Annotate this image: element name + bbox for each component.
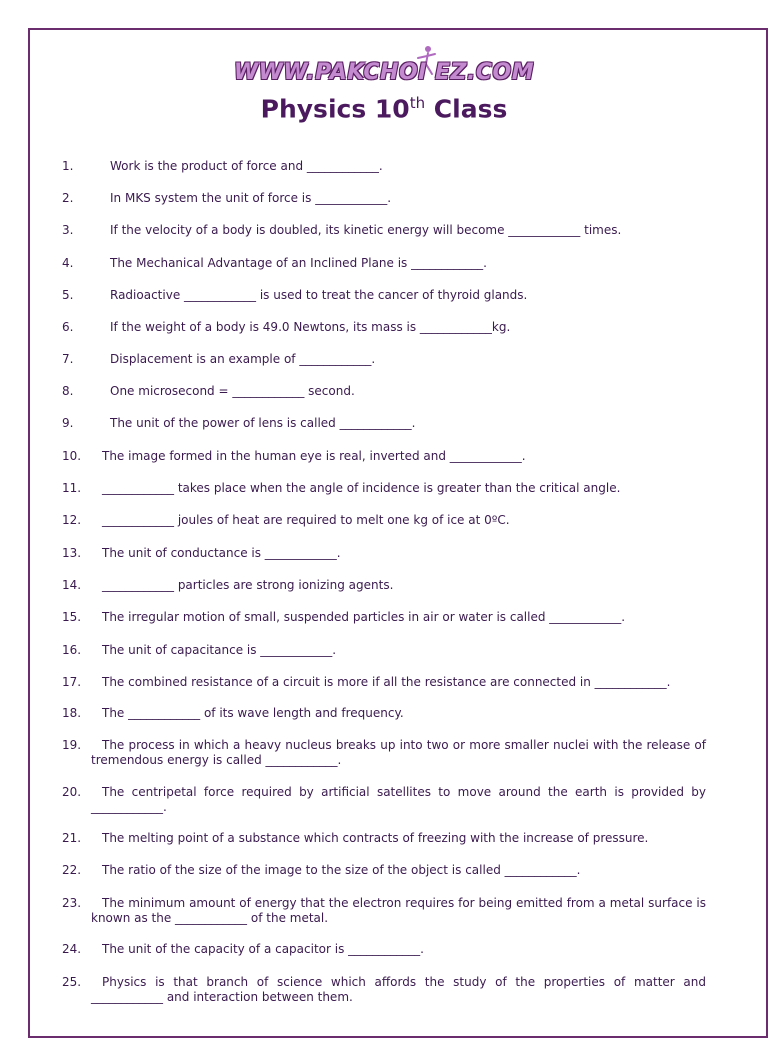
question-item: [62, 785, 706, 815]
question-number: 23.: [62, 896, 82, 910]
question-text: If the velocity of a body is doubled, its kinetic energy will become ____________ times.: [110, 223, 622, 237]
question-number: 15.: [62, 610, 82, 624]
question-item: [62, 481, 706, 496]
question-item: [62, 256, 706, 271]
question-text: The minimum amount of energy that the electron requires for being emitted from a metal surface is known as the ____________ of the metal.: [91, 896, 706, 925]
question-text: Work is the product of force and ____________.: [110, 159, 383, 173]
question-item: [62, 546, 706, 561]
question-item: [62, 706, 706, 721]
question-number: 20.: [62, 785, 82, 799]
question-text: ____________ takes place when the angle of incidence is greater than the critical angle.: [102, 481, 621, 495]
question-number: 5.: [62, 288, 74, 302]
question-text: The irregular motion of small, suspended particles in air or water is called ____________.: [102, 610, 626, 624]
question-item: [62, 831, 706, 846]
question-item: [62, 863, 706, 878]
question-text: The combined resistance of a circuit is more if all the resistance are connected in ____________.: [102, 675, 671, 689]
question-number: 4.: [62, 256, 74, 270]
question-text: The unit of the capacity of a capacitor is ____________.: [102, 942, 424, 956]
question-number: 19.: [62, 738, 82, 752]
question-number: 8.: [62, 384, 74, 398]
question-number: 7.: [62, 352, 74, 366]
question-number: 24.: [62, 942, 82, 956]
question-text: ____________ joules of heat are required to melt one kg of ice at 0ºC.: [102, 513, 510, 527]
question-text: The Mechanical Advantage of an Inclined Plane is ____________.: [110, 256, 487, 270]
question-number: 22.: [62, 863, 82, 877]
question-text: Displacement is an example of ____________.: [110, 352, 376, 366]
question-number: 11.: [62, 481, 82, 495]
question-item: [62, 384, 706, 399]
question-text: The ____________ of its wave length and frequency.: [102, 706, 404, 720]
question-item: [62, 191, 706, 206]
question-item: [62, 288, 706, 303]
question-text: ____________ particles are strong ionizing agents.: [102, 578, 394, 592]
page-title: [0, 94, 768, 123]
question-number: 14.: [62, 578, 82, 592]
question-number: 17.: [62, 675, 82, 689]
site-logo[interactable]: WWW.PAKCHOI EZ.COM: [233, 60, 535, 85]
title-main: Physics 10: [260, 94, 410, 124]
question-item: [62, 320, 706, 335]
question-item: [62, 675, 706, 690]
question-item: [62, 643, 706, 658]
question-number: 21.: [62, 831, 82, 845]
question-text: The image formed in the human eye is real, inverted and ____________.: [102, 449, 526, 463]
question-item: [62, 352, 706, 367]
question-number: 9.: [62, 416, 74, 430]
question-number: 25.: [62, 975, 82, 989]
title-superscript: th: [409, 94, 426, 112]
question-item: [62, 975, 706, 1005]
page-border: [28, 28, 768, 1038]
title-tail: Class: [425, 94, 508, 124]
question-item: [62, 610, 706, 625]
question-item: [62, 942, 706, 957]
question-item: [62, 578, 706, 593]
question-text: The unit of capacitance is ____________.: [102, 643, 337, 657]
question-text: The centripetal force required by artificial satellites to move around the earth is provided by ____________.: [91, 785, 706, 814]
question-text: The ratio of the size of the image to the size of the object is called ____________.: [102, 863, 581, 877]
question-text: The melting point of a substance which contracts of freezing with the increase of pressure.: [102, 831, 649, 845]
question-item: [62, 738, 706, 768]
question-number: 1.: [62, 159, 74, 173]
question-item: [62, 449, 706, 464]
question-item: [62, 159, 706, 174]
question-item: [62, 896, 706, 926]
question-item: [62, 416, 706, 431]
question-number: 6.: [62, 320, 74, 334]
question-number: 16.: [62, 643, 82, 657]
question-text: The unit of the power of lens is called ____________.: [110, 416, 416, 430]
question-text: One microsecond = ____________ second.: [110, 384, 355, 398]
question-text: In MKS system the unit of force is ____________.: [110, 191, 392, 205]
question-number: 13.: [62, 546, 82, 560]
question-number: 3.: [62, 223, 74, 237]
question-item: [62, 513, 706, 528]
question-number: 18.: [62, 706, 82, 720]
question-item: [62, 223, 706, 238]
question-number: 12.: [62, 513, 82, 527]
question-text: The unit of conductance is ____________.: [102, 546, 341, 560]
question-text: Physics is that branch of science which affords the study of the properties of matter and ____________ and interaction between them.: [91, 975, 706, 1004]
question-text: If the weight of a body is 49.0 Newtons, its mass is ____________kg.: [110, 320, 511, 334]
question-number: 2.: [62, 191, 74, 205]
question-number: 10.: [62, 449, 82, 463]
question-text: The process in which a heavy nucleus breaks up into two or more smaller nuclei with the release of tremendous energy is called ____________.: [91, 738, 706, 767]
question-text: Radioactive ____________ is used to treat the cancer of thyroid glands.: [110, 288, 528, 302]
